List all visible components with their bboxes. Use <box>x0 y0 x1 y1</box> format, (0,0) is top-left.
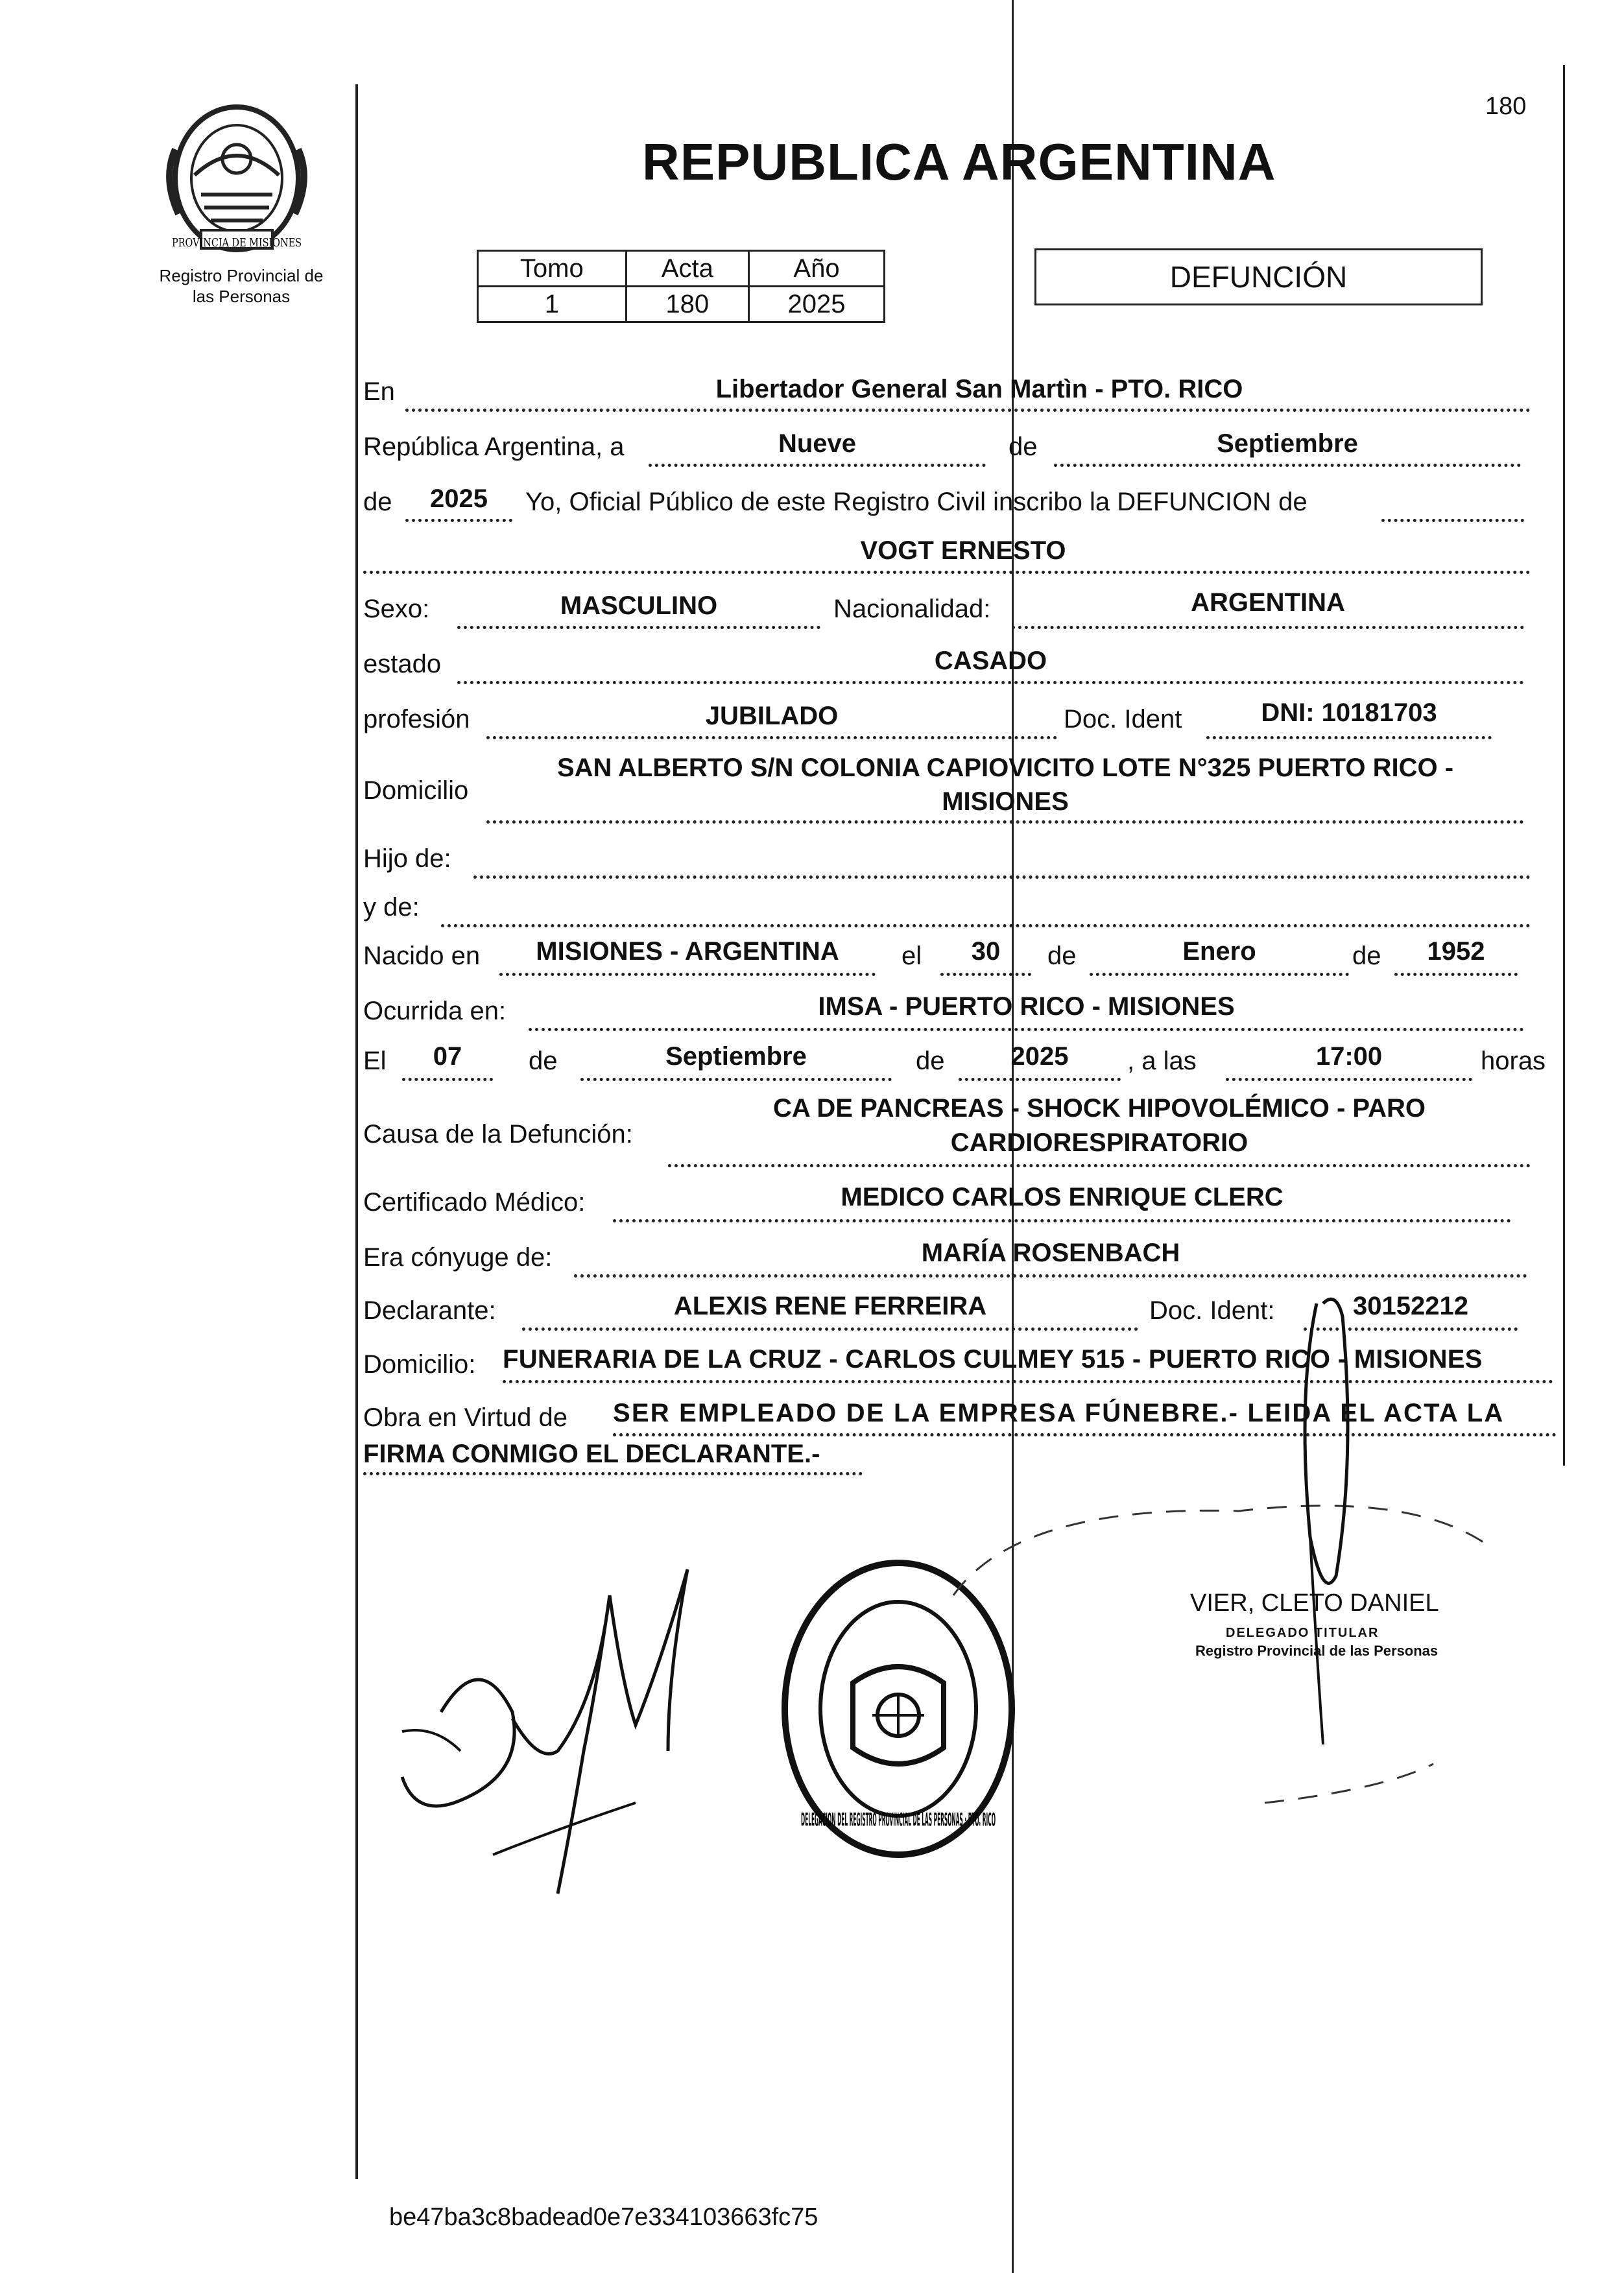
profesion-value: JUBILADO <box>705 702 839 730</box>
officer-office: Registro Provincial de las Personas <box>1195 1643 1439 1659</box>
declarante-doc: 30152212 <box>1353 1292 1468 1320</box>
nacionalidad-dotted-line <box>1012 626 1524 629</box>
death-day-dotted-line <box>402 1078 493 1081</box>
birth-day: 30 <box>971 937 1001 966</box>
death-time-dotted-line <box>1226 1078 1472 1081</box>
death-day: 07 <box>433 1042 462 1071</box>
birth-year-dotted-line <box>1394 973 1518 976</box>
birth-year-de-label: de <box>1352 942 1381 970</box>
death-year-de-label: de <box>916 1047 945 1075</box>
month-value: Septiembre <box>1217 429 1358 458</box>
officer-name: VIER, CLETO DANIEL <box>1190 1589 1439 1617</box>
en-label: En <box>363 377 395 406</box>
declarante-doc-label: Doc. Ident: <box>1149 1296 1275 1325</box>
birth-month: Enero <box>1182 937 1256 966</box>
acta-header: Acta <box>626 251 748 287</box>
domicilio-line-1: SAN ALBERTO S/N COLONIA CAPIOVICITO LOTE N°325 PUERTO RICO - <box>556 754 1454 782</box>
statement-text: Yo, Oficial Público de este Registro Civil inscribo la DEFUNCION de <box>525 488 1308 516</box>
conyuge-value: MARÍA ROSENBACH <box>921 1239 1180 1267</box>
y-de-label: y de: <box>363 893 420 922</box>
year-dotted-line <box>405 519 512 522</box>
sexo-value: MASCULINO <box>560 591 718 620</box>
death-time: 17:00 <box>1315 1042 1383 1071</box>
death-year: 2025 <box>1010 1042 1069 1071</box>
hijo-label: Hijo de: <box>363 844 451 873</box>
left-margin-rule <box>355 84 358 2179</box>
causa-line-2: CARDIORESPIRATORIO <box>950 1128 1248 1157</box>
death-month-dotted-line <box>580 1078 892 1081</box>
certificado-value: MEDICO CARLOS ENRIQUE CLERC <box>841 1183 1284 1211</box>
obra-label: Obra en Virtud de <box>363 1403 568 1432</box>
registry-line-2: las Personas <box>192 287 291 306</box>
domicilio-label: Domicilio <box>363 776 469 805</box>
declarante-value: ALEXIS RENE FERREIRA <box>673 1292 987 1320</box>
domicilio-line-2: MISIONES <box>942 787 1069 816</box>
birth-month-de-label: de <box>1047 942 1077 970</box>
deceased-name: VOGT ERNESTO <box>860 536 1066 565</box>
obra-line-1: SER EMPLEADO DE LA EMPRESA FÚNEBRE.- LEIDA EL ACTA LA <box>613 1399 1505 1427</box>
obra-line-2: FIRMA CONMIGO EL DECLARANTE.- <box>363 1440 820 1468</box>
death-year-dotted-line <box>959 1078 1121 1081</box>
nacido-dotted-line <box>499 973 876 976</box>
record-type-box <box>1034 248 1483 305</box>
domicilio-declarante-label: Domicilio: <box>363 1350 476 1379</box>
causa-line-1: CA DE PANCREAS - SHOCK HIPOVOLÉMICO - PARO <box>773 1094 1426 1123</box>
officer-role: DELEGADO TITULAR <box>1226 1626 1379 1640</box>
year-value: 2025 <box>430 484 488 513</box>
ocurrida-label: Ocurrida en: <box>363 997 507 1025</box>
acta-value: 180 <box>626 287 748 322</box>
doc-ident-label: Doc. Ident <box>1064 705 1182 733</box>
en-value: Libertador General San Martìn - PTO. RICO <box>715 375 1243 403</box>
sexo-label: Sexo: <box>363 595 430 623</box>
tomo-value: 1 <box>478 287 627 322</box>
ocurrida-dotted-line <box>529 1028 1524 1031</box>
hijo-dotted-line <box>473 875 1531 879</box>
day-value: Nueve <box>778 429 857 458</box>
birth-year: 1952 <box>1427 937 1485 966</box>
a-las-label: , a las <box>1127 1047 1197 1075</box>
record-type-label: DEFUNCIÓN <box>1169 260 1348 294</box>
right-margin-rule <box>1563 65 1565 1466</box>
republica-label: República Argentina, a <box>363 433 625 461</box>
nacido-label: Nacido en <box>363 942 481 970</box>
ano-value: 2025 <box>748 287 884 322</box>
sexo-dotted-line <box>457 626 820 629</box>
causa-dotted-line <box>668 1164 1531 1167</box>
domicilio-dotted-line <box>486 820 1524 824</box>
ano-header: Año <box>748 251 884 287</box>
month-dotted-line <box>1054 464 1521 467</box>
estado-value: CASADO <box>934 647 1047 675</box>
day-dotted-line <box>649 464 986 467</box>
death-month-de-label: de <box>529 1047 558 1075</box>
obra-line-1-dotted <box>613 1433 1557 1436</box>
causa-label: Causa de la Defunción: <box>363 1120 633 1148</box>
officer-signature <box>1271 1265 1401 1757</box>
deceased-dotted-line <box>363 571 1531 574</box>
estado-dotted-line <box>457 681 1524 684</box>
birth-month-dotted-line <box>1090 973 1349 976</box>
certificado-label: Certificado Médico: <box>363 1188 586 1217</box>
tomo-header: Tomo <box>478 251 627 287</box>
declarant-signature <box>363 1556 752 1920</box>
horas-label: horas <box>1481 1047 1546 1075</box>
provincia-seal-text <box>162 227 311 253</box>
year-de-label: de <box>363 488 392 516</box>
provincia-seal-lettering: PROVINCIA DE MISIONES <box>172 236 302 250</box>
domicilio-declarante-value: FUNERARIA DE LA CRUZ - CARLOS CULMEY 515 - PUERTO RICO - MISIONES <box>503 1345 1483 1374</box>
estado-label: estado <box>363 650 442 678</box>
document-title: REPUBLICA ARGENTINA <box>642 133 1276 191</box>
statement-dotted-line <box>1381 519 1524 522</box>
registry-line-1: Registro Provincial de <box>159 266 324 285</box>
profesion-dotted-line <box>486 736 1057 739</box>
y-de-dotted-line <box>441 924 1531 927</box>
profesion-label: profesión <box>363 705 470 733</box>
obra-line-2-dotted <box>363 1472 863 1475</box>
conyuge-label: Era cónyuge de: <box>363 1243 553 1272</box>
document-hash: be47ba3c8badead0e7e334103663fc75 <box>389 2204 818 2231</box>
ocurrida-value: IMSA - PUERTO RICO - MISIONES <box>818 992 1235 1021</box>
round-seal-text: DELEGACION DEL REGISTRO PROVINCIAL DE LAS PERSONAS · PTO. RICO <box>801 1809 996 1830</box>
page-number: 180 <box>1485 93 1527 120</box>
nacionalidad-value: ARGENTINA <box>1191 588 1345 617</box>
certificado-dotted-line <box>613 1219 1511 1222</box>
declarante-label: Declarante: <box>363 1296 496 1325</box>
doc-ident-value: DNI: 10181703 <box>1261 698 1437 727</box>
en-dotted-line <box>405 409 1531 412</box>
month-de-label: de <box>1009 433 1038 461</box>
record-table <box>477 250 885 323</box>
doc-ident-dotted-line <box>1206 736 1492 739</box>
nacido-value: MISIONES - ARGENTINA <box>536 937 839 966</box>
death-month: Septiembre <box>665 1042 807 1071</box>
death-el-label: El <box>363 1047 387 1075</box>
birth-el-label: el <box>902 942 922 970</box>
declarante-dotted-line <box>522 1327 1138 1331</box>
nacionalidad-label: Nacionalidad: <box>833 595 991 623</box>
birth-day-dotted-line <box>940 973 1031 976</box>
